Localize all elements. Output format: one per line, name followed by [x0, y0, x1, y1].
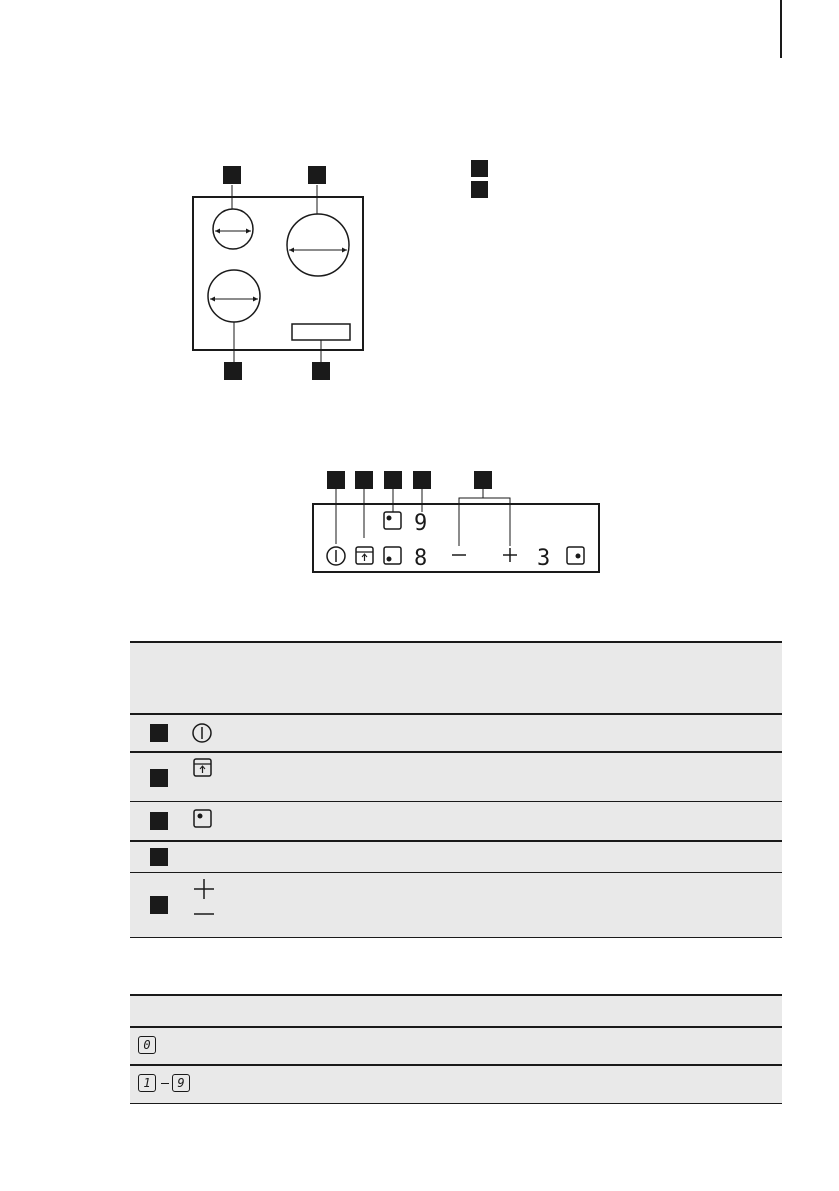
table-row	[130, 873, 782, 937]
table-row	[130, 842, 782, 872]
digit-bottom-right: 3	[537, 546, 551, 571]
row-number-box	[150, 812, 168, 830]
display-digit-icon: 9	[172, 1074, 190, 1092]
lock-icon	[192, 757, 216, 781]
digit-top: 9	[414, 511, 428, 536]
zone-select-icon	[192, 808, 216, 832]
table-row	[130, 715, 782, 751]
row-number-box	[150, 769, 168, 787]
panel-callout-4	[413, 471, 431, 489]
table-row	[130, 753, 782, 801]
callout-1	[223, 166, 241, 184]
callout-3	[224, 362, 242, 380]
legend-box-2	[471, 181, 488, 198]
callout-2	[308, 166, 326, 184]
digit-bottom-left: 8	[414, 546, 428, 571]
panel-callout-3	[384, 471, 402, 489]
plus-icon	[503, 548, 517, 562]
row-number-box	[150, 896, 168, 914]
display-digit-icon: 0	[138, 1036, 156, 1054]
control-panel-area	[292, 324, 350, 340]
cooking-zone-medium	[208, 270, 260, 322]
power-icon	[327, 547, 345, 565]
range-dash	[161, 1083, 169, 1084]
row-number-box	[150, 848, 168, 866]
table-row	[130, 1066, 782, 1103]
panel-callout-5	[474, 471, 492, 489]
table-row	[130, 1028, 782, 1064]
zone-select-top-icon	[384, 512, 401, 529]
table-row	[130, 802, 782, 840]
panel-callout-2	[355, 471, 373, 489]
zone-select-right-icon	[567, 547, 584, 564]
display-digit-icon: 1	[138, 1074, 156, 1092]
display-table	[130, 994, 782, 1106]
callout-4	[312, 362, 330, 380]
lock-icon	[356, 547, 373, 564]
panel-callout-1	[327, 471, 345, 489]
sensor-table	[130, 641, 782, 938]
table-header	[130, 643, 782, 713]
cooking-zone-large	[287, 214, 349, 276]
plus-minus-icon	[191, 878, 217, 922]
zone-select-bottom-icon	[384, 547, 401, 564]
power-icon	[190, 721, 214, 745]
legend-box-1	[471, 160, 488, 177]
table-header	[130, 996, 782, 1026]
row-number-box	[150, 724, 168, 742]
